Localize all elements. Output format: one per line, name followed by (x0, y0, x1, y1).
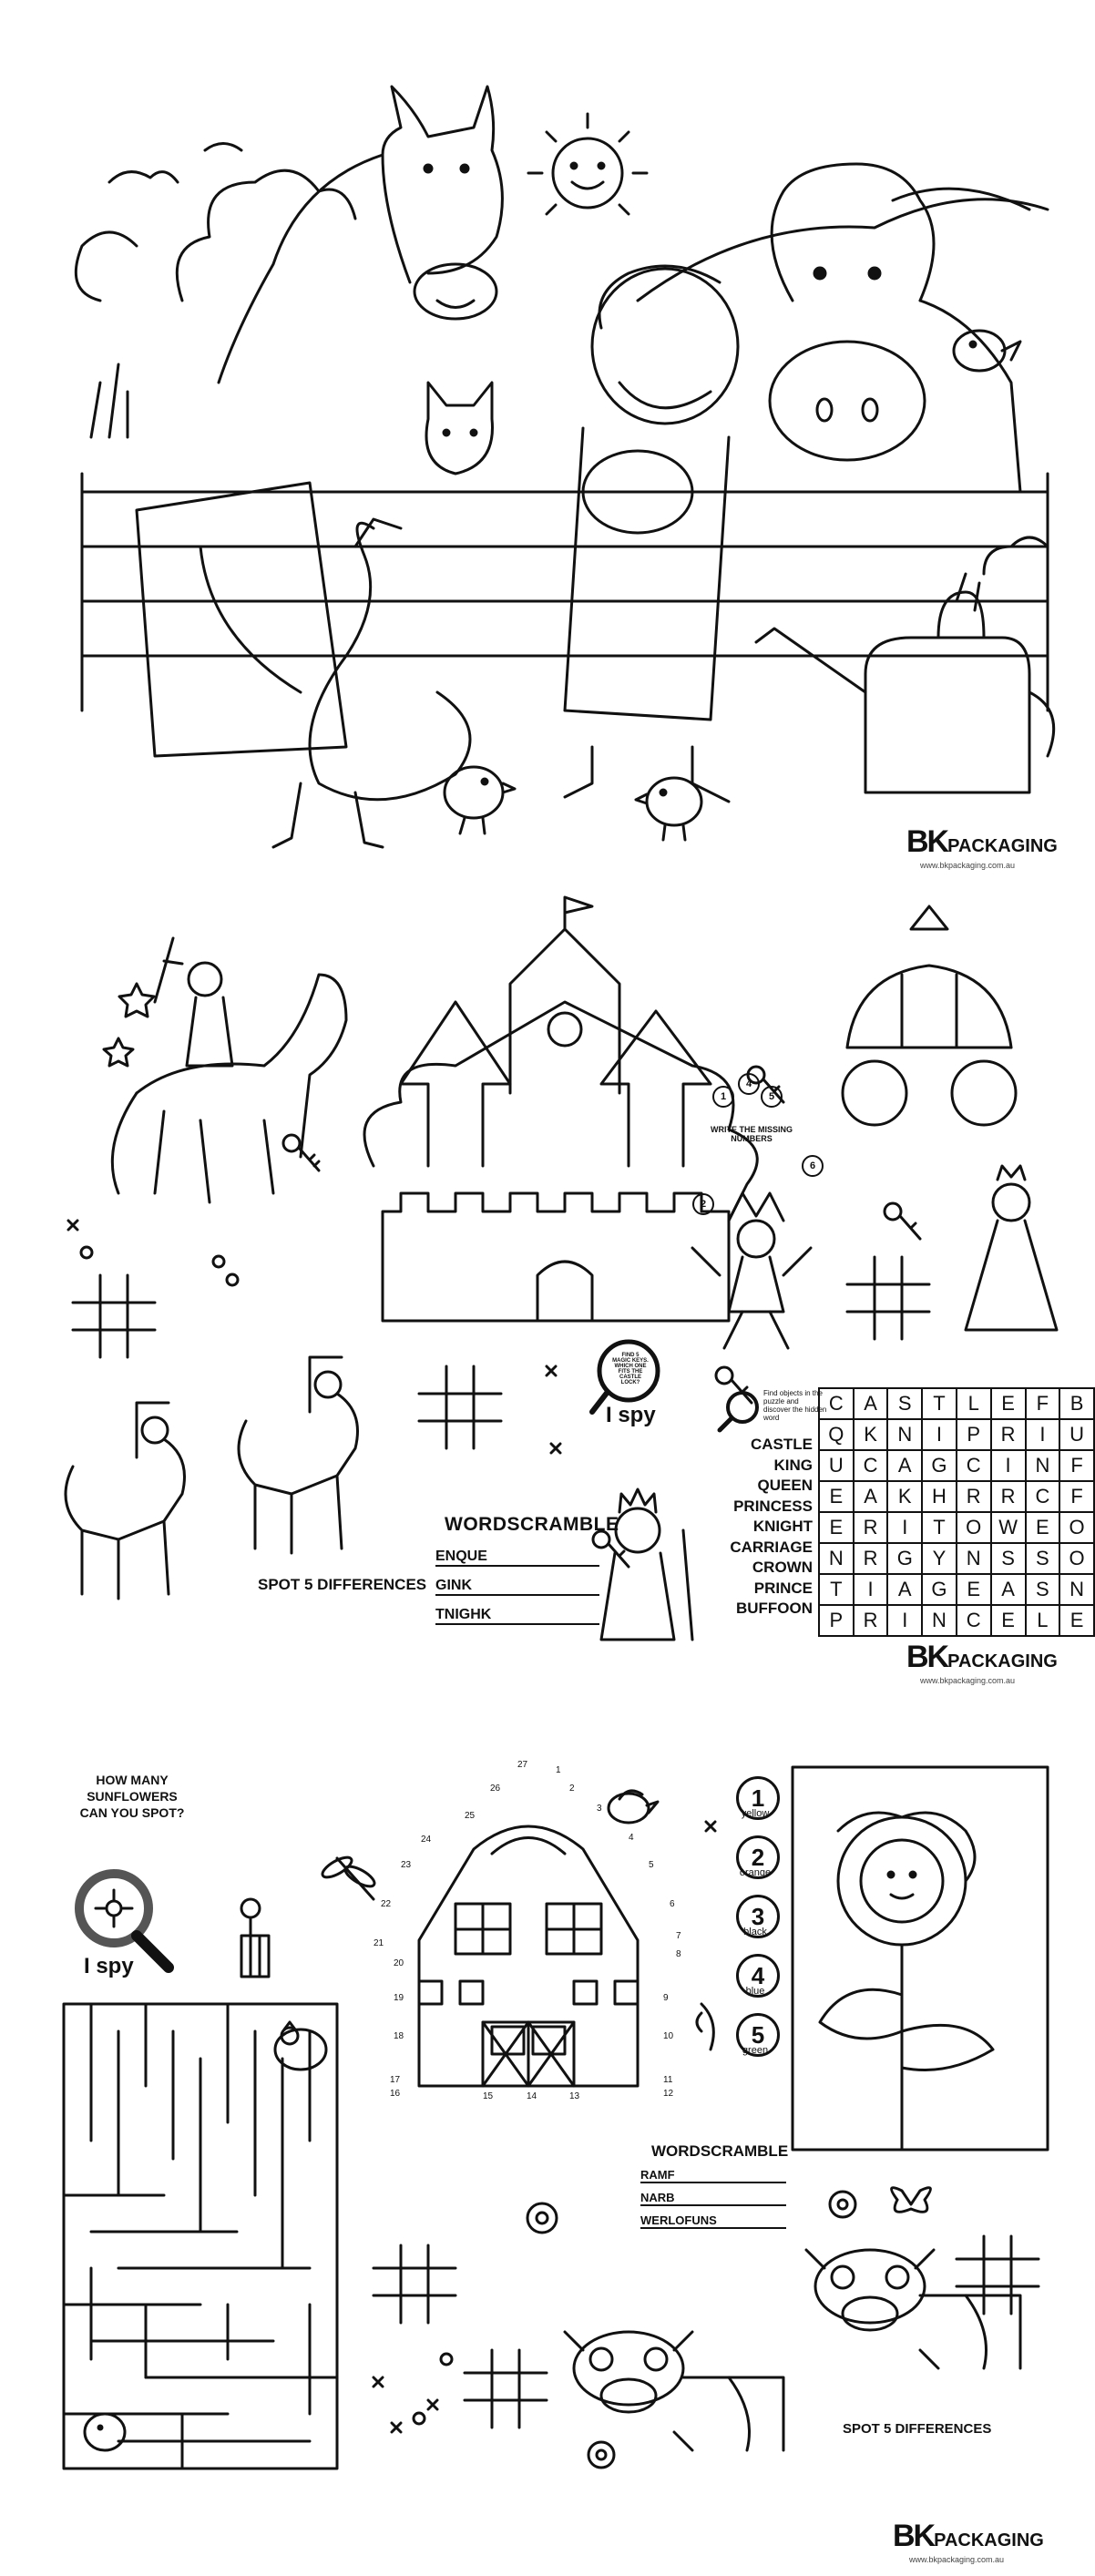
dot-number: 12 (663, 2089, 674, 2099)
word-grid-cell: C (854, 1450, 888, 1481)
word-grid-cell: T (819, 1574, 854, 1605)
word-grid-cell: R (854, 1543, 888, 1574)
carriage-illustration (843, 906, 1016, 1125)
word-grid-cell: N (922, 1605, 957, 1636)
word-grid-cell: R (957, 1481, 991, 1512)
ispy-label: I spy (606, 1403, 656, 1427)
word-grid-cell: U (819, 1450, 854, 1481)
brand-logo (893, 2519, 1044, 2554)
brand-url: www.bkpackaging.com.au (920, 1676, 1016, 1685)
word-grid-cell: N (1059, 1574, 1094, 1605)
color-key-number: 1 (736, 1776, 780, 1820)
word-grid-cell: A (991, 1574, 1026, 1605)
magnifier-icon (720, 1393, 757, 1430)
word-grid-cell: I (887, 1512, 922, 1543)
word-grid-cell: F (1059, 1481, 1094, 1512)
dot-number: 9 (663, 1993, 669, 2003)
word-grid-cell: L (957, 1388, 991, 1419)
word-grid-row (819, 1481, 1094, 1512)
word-grid-cell: O (1059, 1543, 1094, 1574)
color-key-label: orange (739, 1867, 772, 1878)
dot-number: 1 (556, 1765, 561, 1775)
word-grid-cell: N (819, 1543, 854, 1574)
bird-icon (609, 1791, 658, 1823)
word-grid-row (819, 1512, 1094, 1543)
scramble-word: WERLOFUNS (640, 2213, 786, 2229)
word-grid-cell: A (854, 1388, 888, 1419)
word-grid-row (819, 1419, 1094, 1450)
word-grid-cell: A (887, 1450, 922, 1481)
word-grid-cell: S (1026, 1574, 1060, 1605)
color-by-number-puzzle (793, 1767, 1048, 2150)
word-grid-cell: E (819, 1481, 854, 1512)
logo-packaging: PACKAGING (934, 2530, 1044, 2550)
bird-icon (954, 331, 1020, 371)
word-list-item: PRINCESS (733, 1497, 813, 1515)
color-key-label: black (743, 1927, 767, 1937)
word-grid-cell: C (1026, 1481, 1060, 1512)
sunflower-icon (527, 2203, 557, 2233)
word-grid-cell: R (991, 1481, 1026, 1512)
logo-bk: BK (906, 1640, 948, 1674)
find-objects-instruction: Find objects in the puzzle and discover the hidden word (763, 1389, 827, 1422)
word-grid-cell: S (1026, 1543, 1060, 1574)
spot-differences-label: SPOT 5 DIFFERENCES (843, 2421, 992, 2437)
word-list-item: QUEEN (757, 1477, 813, 1494)
dot-number: 15 (483, 2091, 494, 2101)
word-grid-cell: B (1059, 1388, 1094, 1419)
farm-coloring-sheet (0, 0, 1095, 874)
dot-number: 27 (517, 1760, 528, 1770)
flower-fence-icon (241, 1899, 269, 1977)
dot-number: 14 (527, 2091, 537, 2101)
tic-tac-toe-grid (73, 1275, 155, 1357)
color-key-label: green (742, 2045, 769, 2056)
word-grid-cell: I (991, 1450, 1026, 1481)
ispy-label: I spy (84, 1954, 134, 1978)
sun-icon (528, 114, 647, 214)
missing-number-circle: 4 (738, 1073, 760, 1095)
star-icon (104, 1038, 133, 1066)
star-icon (119, 984, 154, 1017)
castle-activity-sheet (0, 893, 1095, 1694)
tic-tac-toe-grid (419, 1366, 501, 1448)
missing-number-circle: 5 (761, 1086, 783, 1108)
word-grid-cell: H (922, 1481, 957, 1512)
dot-number: 26 (490, 1784, 501, 1794)
jester-illustration (692, 1193, 811, 1348)
word-search-grid (818, 1387, 1095, 1637)
farm-activity-illustration (0, 1722, 1095, 2576)
write-missing-instruction: WRITE THE MISSING NUMBERS (711, 1125, 793, 1143)
word-grid-cell: P (819, 1605, 854, 1636)
word-list-item: CASTLE (751, 1436, 813, 1453)
word-grid-cell: E (957, 1574, 991, 1605)
wordscramble-title: WORDSCRAMBLE (445, 1514, 619, 1535)
word-grid-cell: E (1059, 1605, 1094, 1636)
word-grid-cell: L (1026, 1605, 1060, 1636)
dot-number: 2 (569, 1784, 575, 1794)
word-grid-cell: F (1059, 1450, 1094, 1481)
missing-number-circle: 6 (802, 1155, 824, 1177)
tic-tac-toe-grid (847, 1257, 929, 1339)
word-grid-cell: I (887, 1605, 922, 1636)
dot-number: 19 (394, 1993, 404, 2003)
word-grid-cell: C (957, 1605, 991, 1636)
dot-number: 18 (394, 2031, 404, 2041)
leaf-icon (697, 2004, 713, 2050)
wordscramble-title: WORDSCRAMBLE (651, 2142, 789, 2160)
word-grid-row (819, 1450, 1094, 1481)
scramble-word: NARB (640, 2191, 786, 2206)
chick-icon (636, 778, 701, 840)
sunflower-icon (588, 2442, 614, 2468)
color-key-number: 2 (736, 1835, 780, 1879)
dot-number: 3 (597, 1804, 602, 1814)
word-list-item: CARRIAGE (730, 1538, 813, 1556)
word-grid-cell: G (887, 1543, 922, 1574)
brand-logo (906, 824, 1058, 860)
word-list-item: KING (773, 1456, 813, 1474)
scramble-word: ENQUE (435, 1549, 599, 1567)
barn-illustration (419, 1826, 638, 2086)
word-grid-cell: G (922, 1574, 957, 1605)
word-grid-cell: W (991, 1512, 1026, 1543)
farm-scene-illustration (0, 0, 1095, 874)
word-list-item: PRINCE (753, 1579, 813, 1597)
brand-logo (906, 1640, 1058, 1675)
scramble-word: TNIGHK (435, 1607, 599, 1625)
chick-icon (445, 767, 515, 833)
dot-number: 23 (401, 1860, 412, 1870)
dot-number: 20 (394, 1958, 404, 1968)
color-key-label: yellow (741, 1808, 770, 1819)
dot-number: 11 (663, 2075, 673, 2085)
king-illustration (601, 1489, 692, 1640)
brand-url: www.bkpackaging.com.au (909, 2555, 1005, 2564)
dot-number: 25 (465, 1811, 476, 1821)
word-grid-row (819, 1605, 1094, 1636)
scramble-word: RAMF (640, 2168, 786, 2183)
word-grid-cell: A (854, 1481, 888, 1512)
word-grid-cell: Q (819, 1419, 854, 1450)
word-grid-cell: O (957, 1512, 991, 1543)
key-icon (885, 1203, 920, 1239)
word-grid-cell: N (1026, 1450, 1060, 1481)
word-grid-cell: I (922, 1419, 957, 1450)
dot-number: 13 (569, 2091, 580, 2101)
word-grid-cell: R (854, 1605, 888, 1636)
word-grid-cell: O (1059, 1512, 1094, 1543)
word-grid-cell: E (991, 1388, 1026, 1419)
word-grid-cell: S (887, 1388, 922, 1419)
scramble-word: GINK (435, 1578, 599, 1596)
dot-number: 7 (676, 1931, 681, 1941)
word-grid-cell: C (819, 1388, 854, 1419)
word-grid-cell: E (819, 1512, 854, 1543)
word-grid-cell: R (991, 1419, 1026, 1450)
farm-activity-sheet (0, 1722, 1095, 2576)
cow-illustration (806, 2250, 1020, 2368)
word-grid-cell: K (887, 1481, 922, 1512)
word-grid-row (819, 1543, 1094, 1574)
flower-icon (830, 2192, 855, 2217)
word-grid-cell: P (957, 1419, 991, 1450)
color-key-number: 4 (736, 1954, 780, 1998)
missing-number-circle: 1 (712, 1086, 734, 1108)
how-many-sunflowers-question: HOW MANY SUNFLOWERS CAN YOU SPOT? (79, 1773, 185, 1820)
maze-puzzle (64, 2004, 337, 2469)
logo-packaging: PACKAGING (947, 1651, 1058, 1671)
color-key-label: blue (745, 1986, 765, 1997)
word-grid-cell: Y (922, 1543, 957, 1574)
dot-number: 5 (649, 1860, 654, 1870)
princess-illustration (966, 1166, 1057, 1330)
word-grid-cell: S (991, 1543, 1026, 1574)
word-grid-cell: I (854, 1574, 888, 1605)
word-grid-cell: A (887, 1574, 922, 1605)
dot-number: 17 (390, 2075, 401, 2085)
find-keys-instruction: FIND 5 MAGIC KEYS. WHICH ONE FITS THE CASTLE LOCK? (612, 1353, 649, 1385)
brand-url: www.bkpackaging.com.au (920, 861, 1016, 870)
spot-differences-illustration (66, 1357, 358, 1599)
word-grid-cell: T (922, 1512, 957, 1543)
word-grid-cell: E (991, 1605, 1026, 1636)
word-list-item: BUFFOON (735, 1600, 813, 1617)
word-grid-cell: C (957, 1450, 991, 1481)
dragonfly-icon (320, 1854, 377, 1899)
color-key-number: 3 (736, 1895, 780, 1938)
dot-number: 6 (670, 1899, 675, 1909)
chick-icon (85, 2414, 125, 2450)
word-list-item: KNIGHT (752, 1518, 813, 1535)
butterfly-icon (892, 2188, 931, 2213)
dot-number: 16 (390, 2089, 401, 2099)
word-list-item: CROWN (752, 1559, 813, 1576)
dot-number: 10 (663, 2031, 674, 2041)
dot-number: 24 (421, 1835, 432, 1845)
color-key-number: 5 (736, 2013, 780, 2057)
cow-illustration (565, 2332, 783, 2450)
dot-number: 4 (629, 1833, 634, 1843)
word-grid-cell: N (887, 1419, 922, 1450)
word-grid-cell: K (854, 1419, 888, 1450)
word-grid-cell: G (922, 1450, 957, 1481)
word-grid-cell: U (1059, 1419, 1094, 1450)
dot-number: 21 (374, 1938, 384, 1948)
logo-bk: BK (906, 824, 948, 859)
word-grid-cell: R (854, 1512, 888, 1543)
dot-number: 22 (381, 1899, 392, 1909)
tic-tac-toe-grid (465, 2350, 547, 2428)
word-grid-row (819, 1574, 1094, 1605)
logo-bk: BK (893, 2519, 935, 2553)
word-grid-cell: N (957, 1543, 991, 1574)
word-grid-row (819, 1388, 1094, 1419)
word-grid-cell: F (1026, 1388, 1060, 1419)
logo-packaging: PACKAGING (947, 836, 1058, 856)
spot-differences-label: SPOT 5 DIFFERENCES (258, 1576, 427, 1593)
hen-icon (275, 2022, 326, 2070)
castle-illustration (364, 897, 757, 1321)
tic-tac-toe-grid (374, 2245, 455, 2323)
word-grid-cell: I (1026, 1419, 1060, 1450)
word-search-list (720, 1435, 813, 1620)
missing-number-circle: 2 (692, 1193, 714, 1215)
word-grid-cell: E (1026, 1512, 1060, 1543)
word-grid-cell: T (922, 1388, 957, 1419)
dot-number: 8 (676, 1949, 681, 1959)
